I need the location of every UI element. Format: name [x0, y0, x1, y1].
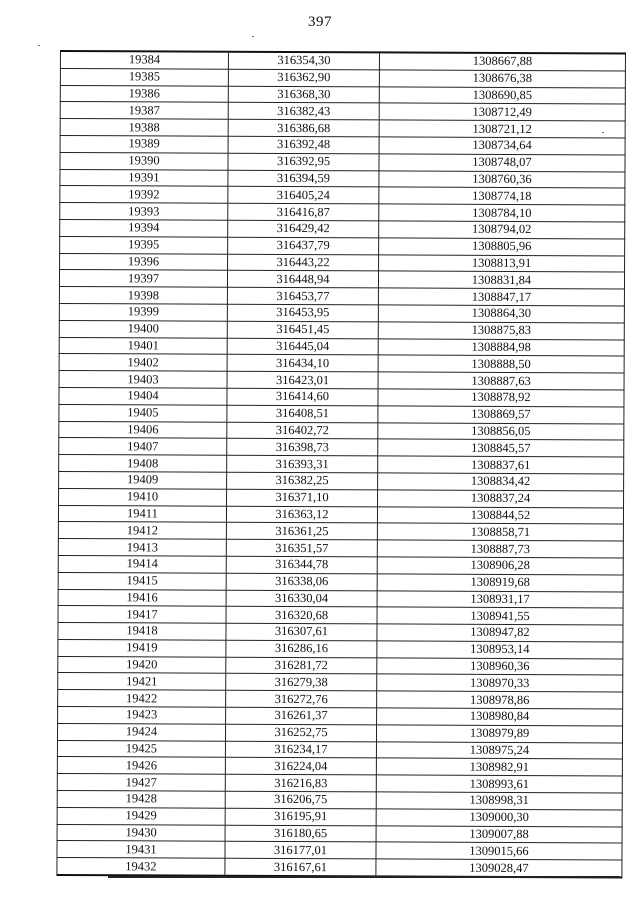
x-coordinate-cell: 316416,87: [228, 203, 379, 220]
x-coordinate-cell: 316394,59: [228, 170, 379, 187]
y-coordinate-cell: 1308941,55: [377, 607, 623, 625]
point-number-cell: 19427: [57, 774, 225, 792]
y-coordinate-cell: 1308980,84: [377, 708, 623, 726]
y-coordinate-cell: 1308774,18: [379, 187, 625, 205]
bottom-rule: [108, 876, 620, 878]
x-coordinate-cell: 316453,95: [227, 304, 378, 321]
x-coordinate-cell: 316386,68: [228, 119, 379, 136]
point-number-cell: 19397: [59, 270, 227, 288]
point-number-cell: 19419: [58, 639, 226, 657]
point-number-cell: 19428: [57, 791, 225, 809]
y-coordinate-cell: 1308712,49: [379, 103, 625, 121]
x-coordinate-cell: 316368,30: [228, 86, 379, 103]
point-number-cell: 19401: [59, 337, 227, 355]
y-coordinate-cell: 1308982,91: [376, 758, 622, 776]
y-coordinate-cell: 1308760,36: [379, 170, 625, 188]
x-coordinate-cell: 316195,91: [225, 808, 376, 825]
x-coordinate-cell: 316382,25: [227, 472, 378, 489]
x-coordinate-cell: 316392,48: [228, 136, 379, 153]
point-number-cell: 19388: [60, 119, 228, 137]
point-number-cell: 19394: [60, 219, 228, 237]
x-coordinate-cell: 316405,24: [228, 187, 379, 204]
y-coordinate-cell: 1308805,96: [379, 238, 625, 256]
point-number-cell: 19423: [58, 707, 226, 725]
y-coordinate-cell: 1308734,64: [379, 137, 625, 155]
y-coordinate-cell: 1308888,50: [378, 355, 624, 373]
x-coordinate-cell: 316224,04: [225, 758, 376, 775]
x-coordinate-cell: 316453,77: [227, 287, 378, 304]
y-coordinate-cell: 1309000,30: [376, 809, 622, 827]
y-coordinate-cell: 1308847,17: [378, 288, 624, 306]
x-coordinate-cell: 316382,43: [228, 103, 379, 120]
x-coordinate-cell: 316338,06: [226, 573, 377, 590]
x-coordinate-cell: 316362,90: [228, 69, 379, 86]
x-coordinate-cell: 316354,30: [228, 52, 379, 70]
y-coordinate-cell: 1308998,31: [376, 792, 622, 810]
y-coordinate-cell: 1308845,57: [378, 439, 624, 457]
x-coordinate-cell: 316177,01: [225, 842, 376, 859]
y-coordinate-cell: 1308975,24: [376, 742, 622, 760]
x-coordinate-cell: 316252,75: [225, 724, 376, 741]
x-coordinate-cell: 316234,17: [225, 741, 376, 758]
point-number-cell: 19389: [60, 135, 228, 153]
x-coordinate-cell: 316272,76: [226, 691, 377, 708]
point-number-cell: 19421: [58, 673, 226, 691]
x-coordinate-cell: 316402,72: [227, 422, 378, 439]
point-number-cell: 19410: [59, 488, 227, 506]
point-number-cell: 19411: [58, 505, 226, 523]
point-number-cell: 19417: [58, 606, 226, 624]
point-number-cell: 19385: [60, 68, 228, 86]
y-coordinate-cell: 1308947,82: [377, 624, 623, 642]
coordinates-table-body: [57, 51, 626, 878]
y-coordinate-cell: 1308978,86: [377, 691, 623, 709]
point-number-cell: 19412: [58, 522, 226, 540]
x-coordinate-cell: 316361,25: [226, 523, 377, 540]
point-number-cell: 19400: [59, 320, 227, 338]
point-number-cell: 19395: [60, 236, 228, 254]
y-coordinate-cell: 1308858,71: [377, 523, 623, 541]
y-coordinate-cell: 1308748,07: [379, 154, 625, 172]
x-coordinate-cell: 316180,65: [225, 825, 376, 842]
y-coordinate-cell: 1308831,84: [378, 271, 624, 289]
y-coordinate-cell: 1308919,68: [377, 574, 623, 592]
y-coordinate-cell: 1308837,61: [378, 456, 624, 474]
x-coordinate-cell: 316363,12: [226, 506, 377, 523]
y-coordinate-cell: 1308794,02: [379, 221, 625, 239]
point-number-cell: 19403: [59, 371, 227, 389]
y-coordinate-cell: 1308667,88: [379, 52, 625, 70]
x-coordinate-cell: 316393,31: [227, 455, 378, 472]
x-coordinate-cell: 316216,83: [225, 774, 376, 791]
y-coordinate-cell: 1309015,66: [376, 842, 622, 860]
x-coordinate-cell: 316445,04: [227, 338, 378, 355]
point-number-cell: 19396: [60, 253, 228, 271]
y-coordinate-cell: 1308970,33: [377, 674, 623, 692]
x-coordinate-cell: 316307,61: [226, 623, 377, 640]
x-coordinate-cell: 316330,04: [226, 590, 377, 607]
coordinates-table: [56, 50, 626, 879]
x-coordinate-cell: 316281,72: [226, 657, 377, 674]
y-coordinate-cell: 1308864,30: [378, 305, 624, 323]
point-number-cell: 19429: [57, 807, 225, 825]
y-coordinate-cell: 1308676,38: [379, 70, 625, 88]
x-coordinate-cell: 316320,68: [226, 607, 377, 624]
y-coordinate-cell: 1308856,05: [378, 422, 624, 440]
point-number-cell: 19430: [57, 824, 225, 842]
x-coordinate-cell: 316448,94: [227, 271, 378, 288]
point-number-cell: 19392: [60, 186, 228, 204]
y-coordinate-cell: 1309028,47: [376, 859, 622, 877]
point-number-cell: 19402: [59, 354, 227, 372]
y-coordinate-cell: 1308931,17: [377, 590, 623, 608]
x-coordinate-cell: 316371,10: [227, 489, 378, 506]
y-coordinate-cell: 1308993,61: [376, 775, 622, 793]
scan-speck: [38, 45, 40, 46]
y-coordinate-cell: 1308979,89: [376, 725, 622, 743]
point-number-cell: 19408: [59, 455, 227, 473]
point-number-cell: 19432: [57, 858, 225, 876]
y-coordinate-cell: 1308887,63: [378, 372, 624, 390]
x-coordinate-cell: 316286,16: [226, 640, 377, 657]
point-number-cell: 19416: [58, 589, 226, 607]
point-number-cell: 19409: [59, 471, 227, 489]
point-number-cell: 19390: [60, 152, 228, 170]
point-number-cell: 19386: [60, 85, 228, 103]
x-coordinate-cell: 316434,10: [227, 355, 378, 372]
x-coordinate-cell: 316344,78: [226, 556, 377, 573]
scan-speck: [602, 132, 604, 133]
y-coordinate-cell: 1308960,36: [377, 658, 623, 676]
point-number-cell: 19407: [59, 438, 227, 456]
x-coordinate-cell: 316437,79: [228, 237, 379, 254]
point-number-cell: 19420: [58, 656, 226, 674]
point-number-cell: 19399: [59, 303, 227, 321]
x-coordinate-cell: 316392,95: [228, 153, 379, 170]
point-number-cell: 19431: [57, 841, 225, 859]
x-coordinate-cell: 316167,61: [225, 858, 376, 876]
y-coordinate-cell: 1308844,52: [377, 506, 623, 524]
y-coordinate-cell: 1308953,14: [377, 641, 623, 659]
point-number-cell: 19398: [59, 287, 227, 305]
y-coordinate-cell: 1308813,91: [379, 254, 625, 272]
y-coordinate-cell: 1308721,12: [379, 120, 625, 138]
x-coordinate-cell: 316206,75: [225, 791, 376, 808]
y-coordinate-cell: 1308690,85: [379, 86, 625, 104]
y-coordinate-cell: 1308869,57: [378, 406, 624, 424]
point-number-cell: 19406: [59, 421, 227, 439]
x-coordinate-cell: 316351,57: [226, 539, 377, 556]
y-coordinate-cell: 1308834,42: [378, 473, 624, 491]
x-coordinate-cell: 316398,73: [227, 439, 378, 456]
point-number-cell: 19414: [58, 555, 226, 573]
y-coordinate-cell: 1308884,98: [378, 338, 624, 356]
point-number-cell: 19415: [58, 572, 226, 590]
page-number: 397: [308, 14, 332, 30]
x-coordinate-cell: 316451,45: [227, 321, 378, 338]
point-number-cell: 19424: [57, 723, 225, 741]
point-number-cell: 19405: [59, 404, 227, 422]
point-number-cell: 19404: [59, 387, 227, 405]
table-row: [57, 858, 622, 878]
y-coordinate-cell: 1308878,92: [378, 389, 624, 407]
point-number-cell: 19391: [60, 169, 228, 187]
y-coordinate-cell: 1308875,83: [378, 322, 624, 340]
x-coordinate-cell: 316408,51: [227, 405, 378, 422]
y-coordinate-cell: 1309007,88: [376, 826, 622, 844]
point-number-cell: 19393: [60, 203, 228, 221]
point-number-cell: 19425: [57, 740, 225, 758]
y-coordinate-cell: 1308837,24: [378, 490, 624, 508]
point-number-cell: 19384: [60, 51, 228, 69]
point-number-cell: 19426: [57, 757, 225, 775]
point-number-cell: 19422: [58, 690, 226, 708]
y-coordinate-cell: 1308887,73: [377, 540, 623, 558]
x-coordinate-cell: 316279,38: [226, 674, 377, 691]
x-coordinate-cell: 316423,01: [227, 371, 378, 388]
x-coordinate-cell: 316429,42: [228, 220, 379, 237]
point-number-cell: 19413: [58, 539, 226, 557]
x-coordinate-cell: 316261,37: [226, 707, 377, 724]
point-number-cell: 19387: [60, 102, 228, 120]
x-coordinate-cell: 316414,60: [227, 388, 378, 405]
scan-speck: [252, 36, 254, 37]
y-coordinate-cell: 1308784,10: [379, 204, 625, 222]
point-number-cell: 19418: [58, 623, 226, 641]
x-coordinate-cell: 316443,22: [228, 254, 379, 271]
y-coordinate-cell: 1308906,28: [377, 557, 623, 575]
